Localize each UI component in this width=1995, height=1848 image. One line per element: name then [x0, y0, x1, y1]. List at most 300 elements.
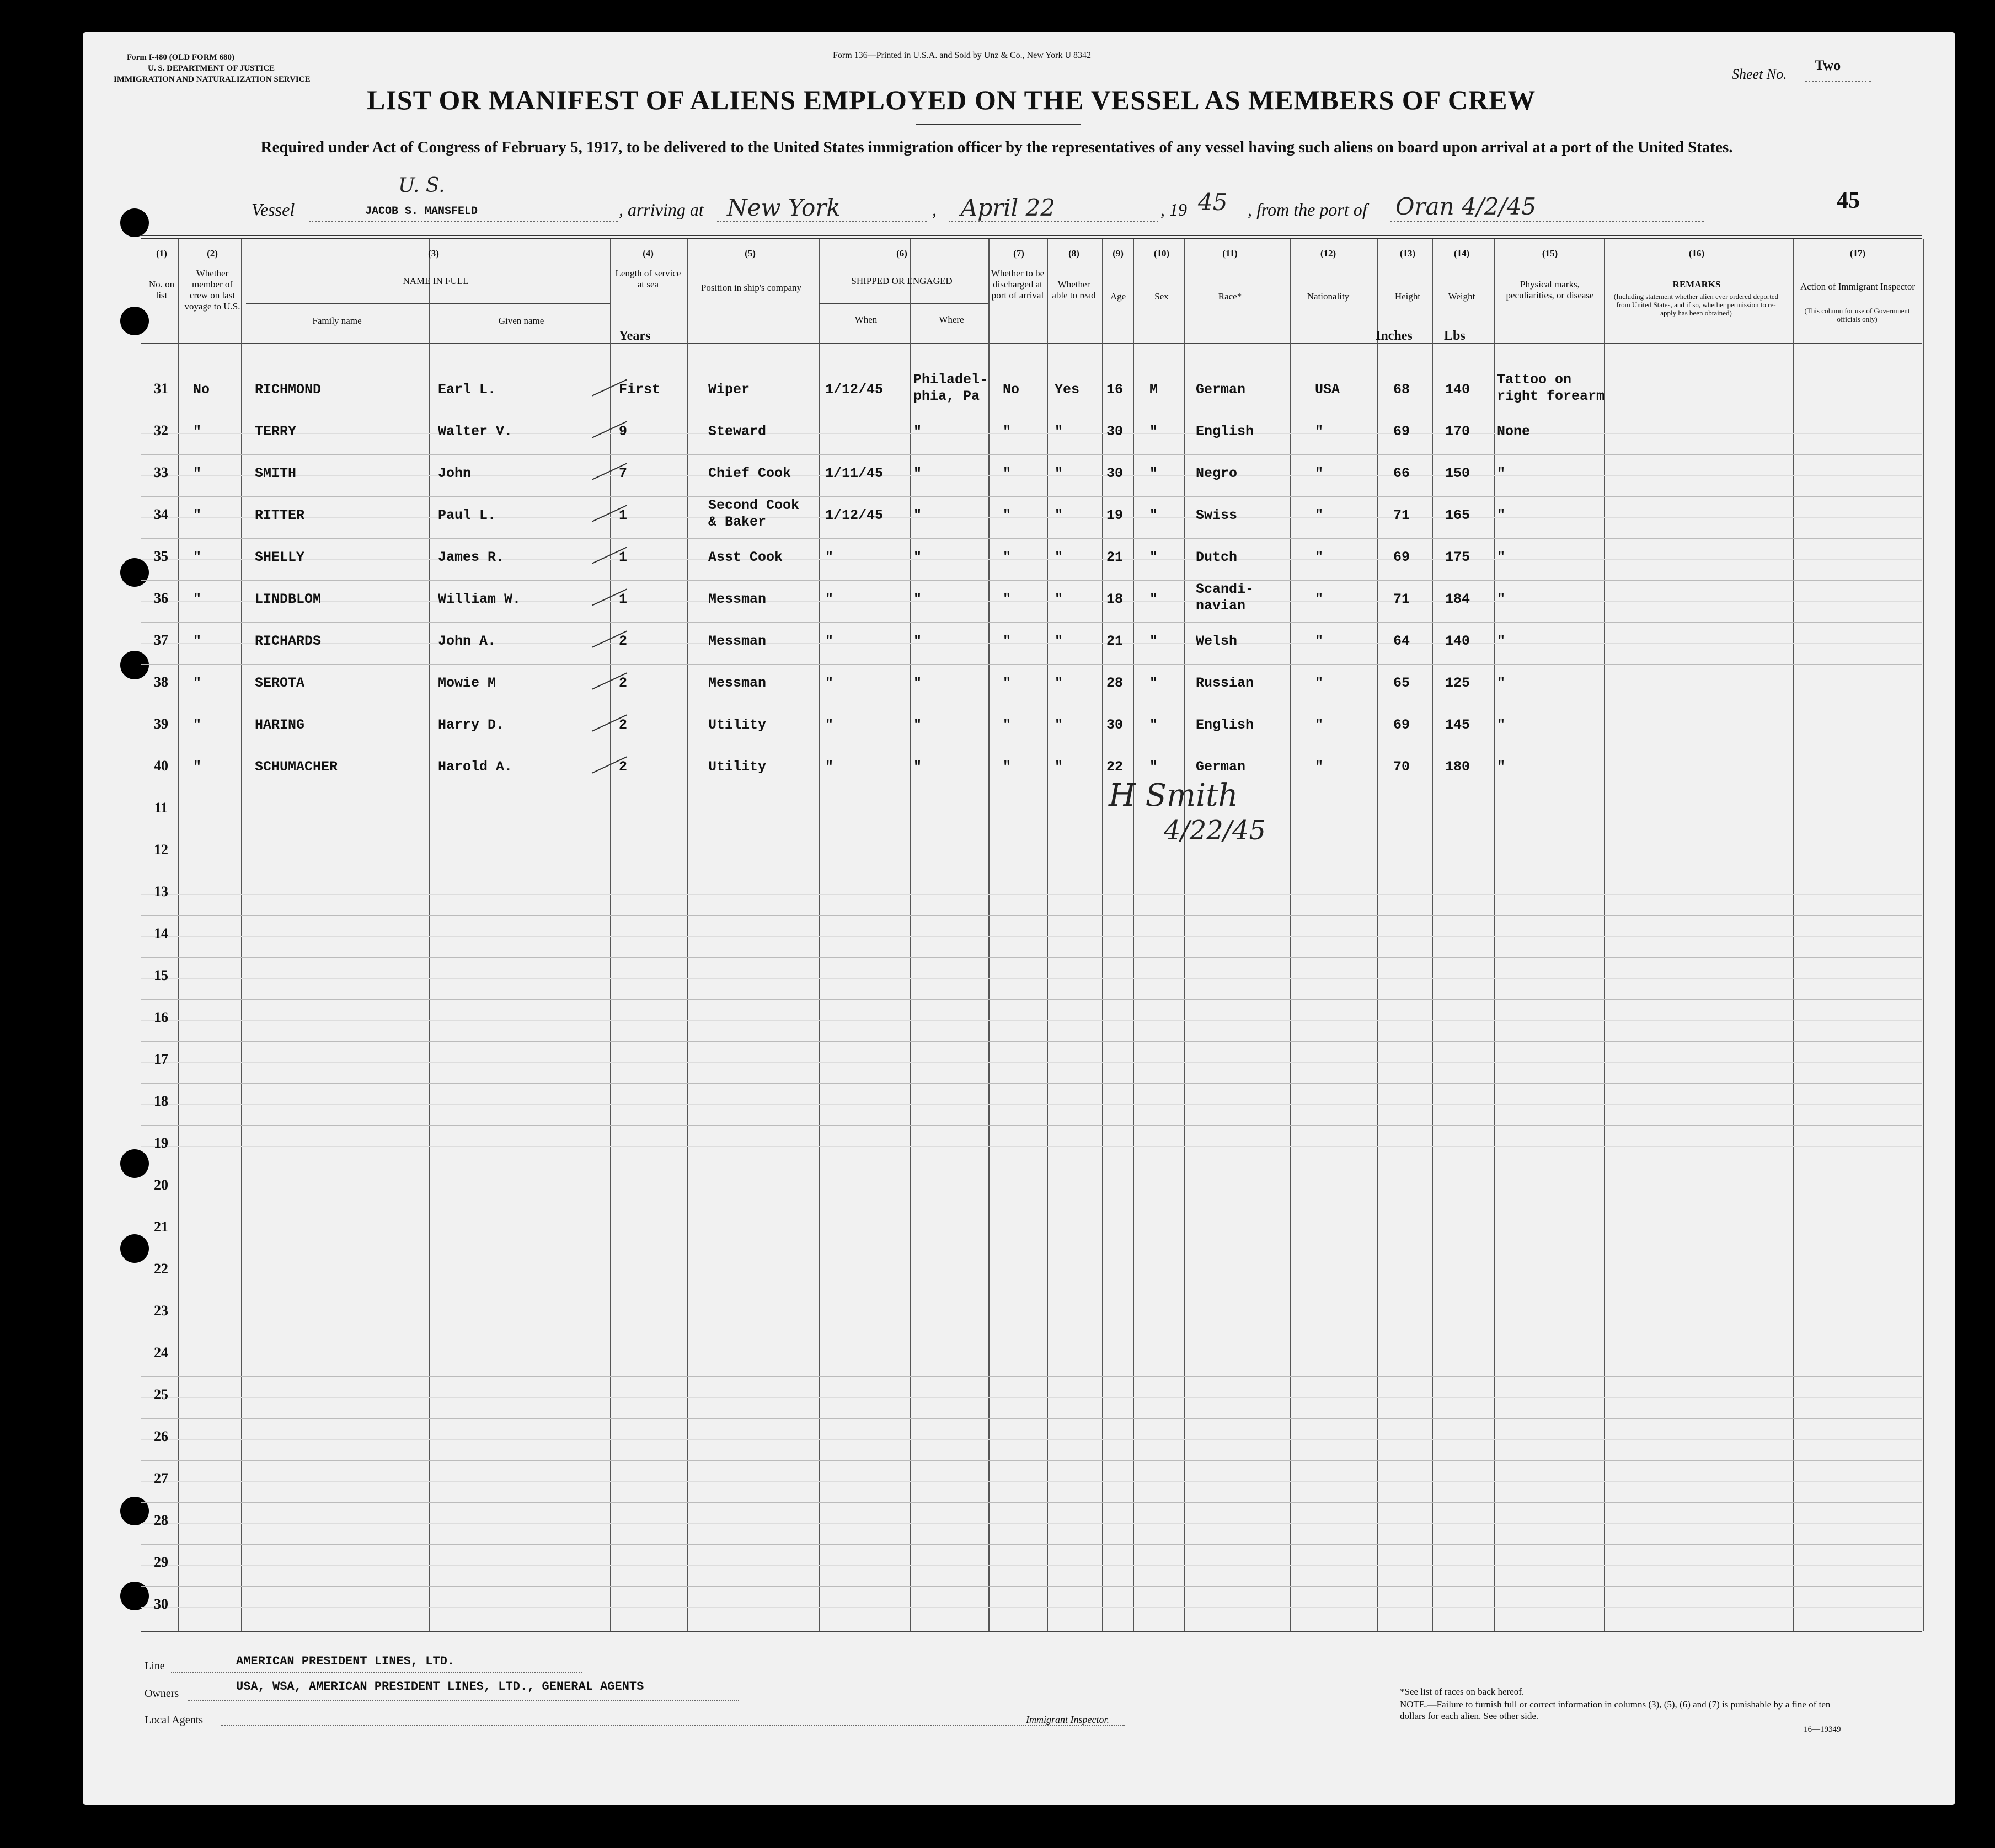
nationality: ": [1315, 717, 1324, 733]
physical-marks: ": [1497, 507, 1506, 523]
header-subrule: [819, 303, 988, 304]
age: 21: [1106, 633, 1124, 649]
col-9-label: Age: [1110, 291, 1126, 302]
weight: 140: [1445, 382, 1470, 398]
col-14-unit: Lbs: [1444, 329, 1466, 343]
service-name: IMMIGRATION AND NATURALIZATION SERVICE: [114, 75, 311, 84]
race: Russian: [1196, 675, 1254, 691]
empty-row-number: 25: [154, 1386, 168, 1402]
weight: 175: [1445, 549, 1470, 565]
page-title: LIST OR MANIFEST OF ALIENS EMPLOYED ON THE VESSEL AS MEMBERS OF CREW: [367, 84, 1536, 115]
weight: 184: [1445, 591, 1470, 607]
empty-row-number: 22: [154, 1261, 168, 1277]
discharged: ": [1003, 424, 1012, 440]
row-rule: [141, 496, 1922, 497]
col-8-label: Whether able to read: [1052, 279, 1096, 301]
col-10-num: (10): [1153, 248, 1170, 259]
family-name: HARING: [255, 717, 305, 733]
col-6-where: Where: [939, 314, 964, 325]
row-number: 36: [154, 590, 168, 606]
empty-row-number: 28: [154, 1512, 168, 1528]
col-13-label: Height: [1394, 291, 1421, 302]
col-4-label: Length of service at sea: [615, 268, 681, 290]
col-2-label: Whether member of crew on last voyage to U.S.: [184, 268, 240, 312]
row-rule: [141, 1397, 1922, 1398]
row-rule: [141, 957, 1922, 958]
col-12-num: (12): [1320, 248, 1336, 259]
row-number: 37: [154, 632, 168, 648]
column-rule: [178, 239, 179, 1631]
col-6-num: (6): [896, 248, 907, 259]
sex: ": [1149, 507, 1158, 523]
row-number: 40: [154, 758, 168, 774]
family-name: LINDBLOM: [255, 591, 322, 607]
race-note: *See list of races on back hereof.: [1400, 1686, 1525, 1697]
row-rule: [141, 978, 1922, 979]
height: 69: [1393, 424, 1410, 440]
physical-marks: Tattoo on right forearm: [1497, 372, 1605, 404]
col-6-label: SHIPPED OR ENGAGED: [851, 276, 953, 286]
vessel-label: Vessel: [252, 200, 295, 219]
able-to-read: ": [1055, 465, 1063, 481]
family-name: TERRY: [255, 424, 297, 440]
service-years: 2: [619, 759, 628, 775]
race: Dutch: [1196, 549, 1238, 565]
height: 66: [1393, 465, 1410, 481]
row-rule: [141, 475, 1922, 476]
vessel-name: JACOB S. MANSFELD: [365, 205, 478, 218]
weight: 145: [1445, 717, 1470, 733]
nationality: ": [1315, 424, 1324, 440]
col-16-note: (Including statement whether alien ever ordered deported from United States, and if so, whether permission to re-apply has been obtained): [1613, 292, 1779, 317]
empty-row-number: 21: [154, 1219, 168, 1235]
from-label: , from the port of: [1248, 200, 1367, 219]
race: German: [1196, 382, 1246, 398]
arrival-date: April 22: [961, 194, 1055, 221]
weight: 170: [1445, 424, 1470, 440]
col-8-num: (8): [1068, 248, 1079, 259]
height: 68: [1393, 382, 1410, 398]
sheet-value: Two: [1815, 57, 1841, 73]
col-4-unit: Years: [619, 329, 651, 343]
column-rule: [1047, 239, 1048, 1631]
punch-hole: [120, 307, 149, 335]
crew-member-value: ": [193, 424, 202, 440]
row-rule: [141, 454, 1922, 455]
row-rule: [141, 664, 1922, 665]
given-name: Mowie M: [438, 675, 496, 691]
header-subrule: [246, 303, 610, 304]
height: 65: [1393, 675, 1410, 691]
col-10-label: Sex: [1154, 291, 1169, 302]
sheet-label: Sheet No.: [1732, 66, 1787, 82]
shipped-when: 1/12/45: [825, 382, 884, 398]
able-to-read: ": [1055, 424, 1063, 440]
height: 69: [1393, 549, 1410, 565]
given-name: Paul L.: [438, 507, 496, 523]
age: 30: [1106, 717, 1124, 733]
age: 18: [1106, 591, 1124, 607]
shipped-where: ": [913, 507, 922, 523]
row-rule: [141, 1104, 1922, 1105]
column-rule: [241, 239, 242, 1631]
col-15-label: Physical marks, peculiarities, or disease: [1506, 279, 1594, 301]
physical-marks: ": [1497, 633, 1506, 649]
shipped-where: ": [913, 675, 922, 691]
age: 16: [1106, 382, 1124, 398]
service-years: First: [619, 382, 661, 398]
given-name: James R.: [438, 549, 505, 565]
row-rule: [141, 1125, 1922, 1126]
family-name: SEROTA: [255, 675, 305, 691]
service-years: 2: [619, 633, 628, 649]
discharged: ": [1003, 633, 1012, 649]
col-11-label: Race*: [1218, 291, 1242, 302]
from-value: Oran 4/2/45: [1395, 193, 1537, 220]
sex: ": [1149, 465, 1158, 481]
empty-row-number: 23: [154, 1303, 168, 1319]
age: 30: [1106, 424, 1124, 440]
local-agents-label: Local Agents: [145, 1714, 204, 1726]
age: 22: [1106, 759, 1124, 775]
col-14-label: Weight: [1448, 291, 1475, 302]
family-name: SHELLY: [255, 549, 305, 565]
col-1-label: No. on list: [148, 279, 175, 301]
shipped-when: ": [825, 675, 834, 691]
row-rule: [141, 894, 1922, 895]
line-label: Line: [145, 1660, 165, 1672]
sex: ": [1149, 424, 1158, 440]
col-3-label: NAME IN FULL: [403, 276, 469, 286]
column-rule: [687, 239, 688, 1631]
discharged: ": [1003, 591, 1012, 607]
col-4-num: (4): [643, 248, 654, 259]
page-subtitle: Required under Act of Congress of February 5, 1917, to be delivered to the United States immigration officer by the representatives of any vessel having such aliens on board upon arrival at a port of the United States.: [260, 138, 1733, 156]
crew-member-value: ": [193, 507, 202, 523]
column-rule: [1290, 239, 1291, 1631]
column-rule: [1793, 239, 1794, 1631]
col-17-num: (17): [1849, 248, 1866, 259]
row-number: 34: [154, 506, 168, 522]
service-years: 2: [619, 675, 628, 691]
empty-row-number: 17: [154, 1051, 168, 1067]
column-rule: [610, 239, 611, 1631]
given-name: William W.: [438, 591, 521, 607]
age: 19: [1106, 507, 1124, 523]
height: 71: [1393, 591, 1410, 607]
col-3-family: Family name: [312, 315, 362, 326]
given-name: Walter V.: [438, 424, 513, 440]
nationality: ": [1315, 675, 1324, 691]
footer-note: NOTE.—Failure to furnish full or correct information in columns (3), (5), (6) and (7) is punishable by a fine of ten dollars for each alien. See other side.: [1400, 1699, 1831, 1721]
nationality: ": [1315, 507, 1324, 523]
shipped-where: ": [913, 549, 922, 565]
race: Negro: [1196, 465, 1238, 481]
row-rule: [141, 622, 1922, 623]
row-rule: [141, 1439, 1922, 1440]
row-rule: [141, 1565, 1922, 1566]
row-rule: [141, 1460, 1922, 1461]
shipped-where: Philadel- phia, Pa: [913, 372, 988, 404]
empty-row-number: 30: [154, 1596, 168, 1612]
position: Messman: [708, 633, 767, 649]
shipped-when: ": [825, 633, 834, 649]
shipped-where: ": [913, 465, 922, 481]
col-7-label: Whether to be discharged at port of arrival: [991, 268, 1045, 301]
able-to-read: ": [1055, 549, 1063, 565]
col-3-num: (3): [428, 248, 439, 259]
row-rule: [141, 1083, 1922, 1084]
position: Chief Cook: [708, 465, 791, 481]
col-16-num: (16): [1688, 248, 1705, 259]
sex: ": [1149, 591, 1158, 607]
position: Asst Cook: [708, 549, 783, 565]
nationality: USA: [1315, 382, 1340, 398]
arriving-value: New York: [727, 194, 841, 221]
col-11-num: (11): [1222, 248, 1238, 259]
column-rule: [1377, 239, 1378, 1631]
department: U. S. DEPARTMENT OF JUSTICE: [148, 64, 275, 73]
able-to-read: ": [1055, 591, 1063, 607]
shipped-when: 1/11/45: [825, 465, 884, 481]
sex: M: [1149, 382, 1158, 398]
col-14-num: (14): [1453, 248, 1470, 259]
column-rule: [910, 239, 911, 1631]
physical-marks: ": [1497, 675, 1506, 691]
column-rule: [819, 239, 820, 1631]
row-number: 38: [154, 674, 168, 690]
physical-marks: ": [1497, 591, 1506, 607]
empty-row-number: 13: [154, 883, 168, 899]
shipped-where: ": [913, 717, 922, 733]
sex: ": [1149, 675, 1158, 691]
col-15-num: (15): [1542, 248, 1558, 259]
row-rule: [141, 517, 1922, 518]
service-years: 1: [619, 591, 628, 607]
row-rule: [141, 559, 1922, 560]
discharged: ": [1003, 507, 1012, 523]
service-years: 9: [619, 424, 628, 440]
empty-row-number: 14: [154, 925, 168, 941]
discharged: ": [1003, 717, 1012, 733]
empty-row-number: 15: [154, 967, 168, 983]
empty-row-number: 19: [154, 1135, 168, 1151]
col-6-when: When: [854, 314, 878, 325]
printer-line: Form 136—Printed in U.S.A. and Sold by Unz & Co., New York U 8342: [833, 51, 1092, 60]
shipped-when: ": [825, 591, 834, 607]
row-rule: [141, 936, 1922, 937]
physical-marks: ": [1497, 465, 1506, 481]
height: 71: [1393, 507, 1410, 523]
discharged: ": [1003, 465, 1012, 481]
race: Scandi- navian: [1196, 581, 1254, 614]
column-rule: [1604, 239, 1605, 1631]
discharged: ": [1003, 759, 1012, 775]
vessel-prefix: U. S.: [398, 174, 445, 197]
crew-member-value: ": [193, 549, 202, 565]
row-rule: [141, 1481, 1922, 1482]
service-years: 1: [619, 549, 628, 565]
weight: 165: [1445, 507, 1470, 523]
row-rule: [141, 999, 1922, 1000]
family-name: RICHARDS: [255, 633, 322, 649]
col-5-num: (5): [745, 248, 756, 259]
crew-member-value: ": [193, 591, 202, 607]
row-rule: [141, 1607, 1922, 1608]
row-rule: [141, 1418, 1922, 1419]
year-value: 45: [1198, 189, 1228, 216]
weight: 150: [1445, 465, 1470, 481]
owners-value: USA, WSA, AMERICAN PRESIDENT LINES, LTD., GENERAL AGENTS: [236, 1680, 644, 1694]
age: 30: [1106, 465, 1124, 481]
empty-row-number: 16: [154, 1009, 168, 1025]
weight: 125: [1445, 675, 1470, 691]
row-rule: [141, 1146, 1922, 1147]
able-to-read: ": [1055, 717, 1063, 733]
col-2-num: (2): [207, 248, 218, 259]
empty-row-number: 12: [154, 842, 168, 858]
nationality: ": [1315, 549, 1324, 565]
nationality: ": [1315, 591, 1324, 607]
column-rule: [1102, 239, 1103, 1631]
given-name: John A.: [438, 633, 496, 649]
empty-row-number: 29: [154, 1554, 168, 1570]
able-to-read: ": [1055, 507, 1063, 523]
punch-hole: [120, 1149, 149, 1178]
column-rule: [1184, 239, 1185, 1631]
family-name: RICHMOND: [255, 382, 322, 398]
given-name: John: [438, 465, 472, 481]
row-rule: [141, 580, 1922, 581]
sex: ": [1149, 633, 1158, 649]
physical-marks: None: [1497, 424, 1531, 440]
nationality: ": [1315, 633, 1324, 649]
inspector-signature-date: 4/22/45: [1164, 815, 1266, 846]
row-rule: [141, 538, 1922, 539]
row-rule: [141, 1502, 1922, 1503]
empty-row-number: 20: [154, 1177, 168, 1193]
discharged: ": [1003, 675, 1012, 691]
given-name: Earl L.: [438, 382, 496, 398]
sex: ": [1149, 549, 1158, 565]
form-id: Form I-480 (OLD FORM 680): [127, 53, 234, 62]
crew-member-value: ": [193, 633, 202, 649]
shipped-where: ": [913, 759, 922, 775]
row-rule: [141, 1376, 1922, 1377]
service-years: 7: [619, 465, 628, 481]
col-1-num: (1): [156, 248, 167, 259]
column-rule: [429, 239, 430, 1631]
col-3-given: Given name: [498, 315, 544, 326]
age: 21: [1106, 549, 1124, 565]
row-number: 39: [154, 716, 168, 732]
row-number: 35: [154, 548, 168, 564]
inspector-label: Immigrant Inspector.: [1026, 1714, 1109, 1725]
physical-marks: ": [1497, 549, 1506, 565]
nationality: ": [1315, 465, 1324, 481]
row-rule: [141, 1544, 1922, 1545]
crew-member-value: ": [193, 717, 202, 733]
column-rule: [1432, 239, 1433, 1631]
family-name: SMITH: [255, 465, 297, 481]
given-name: Harold A.: [438, 759, 513, 775]
position: Utility: [708, 717, 767, 733]
family-name: RITTER: [255, 507, 305, 523]
crew-member-value: ": [193, 675, 202, 691]
age: 28: [1106, 675, 1124, 691]
height: 69: [1393, 717, 1410, 733]
shipped-when: ": [825, 759, 834, 775]
empty-row-number: 18: [154, 1093, 168, 1109]
discharged: ": [1003, 549, 1012, 565]
sex: ": [1149, 717, 1158, 733]
row-rule: [141, 643, 1922, 644]
position: Messman: [708, 591, 767, 607]
shipped-when: 1/12/45: [825, 507, 884, 523]
crew-member-value: ": [193, 759, 202, 775]
race: Welsh: [1196, 633, 1238, 649]
row-rule: [141, 1041, 1922, 1042]
row-rule: [141, 1020, 1922, 1021]
inspector-signature: H Smith: [1109, 778, 1238, 813]
column-rule: [1133, 239, 1134, 1631]
row-rule: [141, 1062, 1922, 1063]
punch-hole: [120, 208, 149, 237]
nationality: ": [1315, 759, 1324, 775]
print-code: 16—19349: [1804, 1725, 1841, 1734]
position: Second Cook & Baker: [708, 497, 800, 530]
position: Steward: [708, 424, 767, 440]
column-rule: [988, 239, 990, 1631]
shipped-where: ": [913, 633, 922, 649]
page-number: 45: [1837, 188, 1860, 213]
col-9-num: (9): [1113, 248, 1124, 259]
row-rule: [141, 433, 1922, 434]
weight: 180: [1445, 759, 1470, 775]
able-to-read: ": [1055, 675, 1063, 691]
line-value: AMERICAN PRESIDENT LINES, LTD.: [236, 1654, 455, 1668]
row-number: 31: [154, 381, 168, 397]
col-16-label: REMARKS: [1672, 279, 1721, 290]
col-12-label: Nationality: [1307, 291, 1350, 302]
empty-row-number: 27: [154, 1470, 168, 1486]
col-7-num: (7): [1013, 248, 1024, 259]
discharged: No: [1003, 382, 1020, 398]
crew-member-value: No: [193, 382, 210, 398]
physical-marks: ": [1497, 717, 1506, 733]
service-years: 1: [619, 507, 628, 523]
punch-hole: [120, 1234, 149, 1263]
empty-row-number: 11: [154, 800, 168, 816]
row-rule: [141, 1586, 1922, 1587]
race: English: [1196, 717, 1254, 733]
position: Messman: [708, 675, 767, 691]
physical-marks: ": [1497, 759, 1506, 775]
column-rule: [1923, 239, 1924, 1631]
height: 70: [1393, 759, 1410, 775]
row-number: 33: [154, 464, 168, 480]
shipped-where: ": [913, 424, 922, 440]
row-rule: [141, 1523, 1922, 1524]
height: 64: [1393, 633, 1410, 649]
col-17-note: (This column for use of Government officials only): [1804, 307, 1910, 323]
family-name: SCHUMACHER: [255, 759, 338, 775]
row-number: 32: [154, 422, 168, 438]
empty-row-number: 26: [154, 1428, 168, 1444]
column-rule: [246, 344, 247, 1631]
row-rule: [141, 915, 1922, 916]
able-to-read: ": [1055, 633, 1063, 649]
